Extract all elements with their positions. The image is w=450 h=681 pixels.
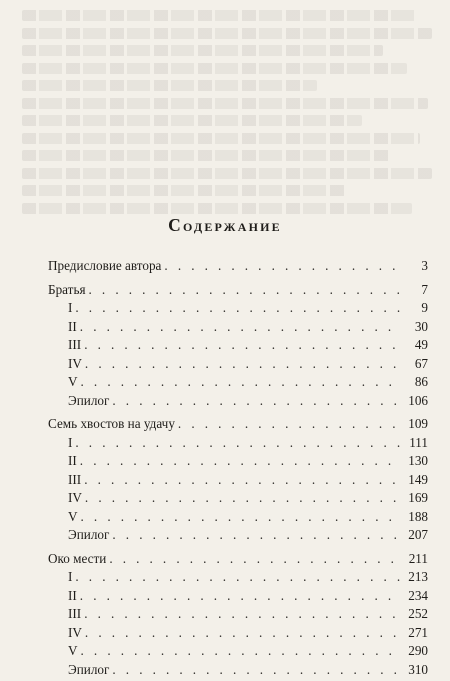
toc-entry-page: 9 bbox=[421, 300, 428, 315]
toc-title: Содержание bbox=[168, 215, 282, 235]
toc-entry-page: 130 bbox=[408, 453, 428, 468]
toc-entry-page: 207 bbox=[408, 527, 428, 542]
toc-entry-chapter[interactable] bbox=[48, 471, 428, 490]
toc-entry-epilogue[interactable] bbox=[48, 661, 428, 680]
toc-entry-part-3[interactable] bbox=[48, 550, 428, 569]
toc-entry-chapter[interactable] bbox=[48, 587, 428, 606]
toc-entry-page: 149 bbox=[408, 471, 428, 487]
toc-entry-chapter[interactable] bbox=[48, 489, 428, 508]
toc-entry-label: III bbox=[68, 471, 82, 487]
toc-entry-page: 30 bbox=[414, 318, 428, 334]
toc-entry-part-2[interactable] bbox=[48, 415, 428, 434]
toc-entry-label: Эпилог bbox=[68, 527, 110, 542]
table-of-contents bbox=[48, 257, 428, 679]
toc-entry-page: 49 bbox=[414, 337, 428, 352]
toc-entry-label: IV bbox=[68, 624, 82, 640]
toc-entry-page: 310 bbox=[408, 661, 428, 677]
bleed-through-text bbox=[22, 10, 432, 215]
toc-entry-page: 188 bbox=[408, 508, 428, 524]
toc-entry-chapter[interactable] bbox=[48, 508, 428, 527]
toc-entry-label: III bbox=[68, 337, 82, 352]
toc-entry-epilogue[interactable] bbox=[48, 392, 428, 411]
toc-entry-label: IV bbox=[68, 355, 82, 371]
toc-entry-chapter[interactable] bbox=[48, 605, 428, 624]
toc-entry-label: Эпилог bbox=[68, 392, 110, 408]
toc-entry-page: 7 bbox=[421, 281, 428, 297]
toc-entry-label: I bbox=[68, 569, 73, 584]
toc-entry-chapter[interactable] bbox=[48, 373, 428, 392]
toc-entry-label: Братья bbox=[48, 281, 86, 297]
toc-entry-label: II bbox=[68, 318, 77, 334]
toc-entry-label: Предисловие автора bbox=[48, 258, 162, 273]
toc-entry-page: 234 bbox=[408, 587, 428, 603]
toc-entry-page: 109 bbox=[408, 416, 428, 431]
toc-entry-page: 86 bbox=[414, 374, 428, 389]
toc-entry-label: I bbox=[68, 434, 73, 450]
toc-entry-label: III bbox=[68, 606, 82, 621]
toc-entry-preface[interactable] bbox=[48, 257, 428, 276]
toc-entry-page: 290 bbox=[408, 643, 428, 658]
toc-entry-chapter[interactable] bbox=[48, 355, 428, 374]
toc-entry-label: Око мести bbox=[48, 550, 107, 566]
toc-entry-chapter[interactable] bbox=[48, 452, 428, 471]
toc-entry-chapter[interactable] bbox=[48, 299, 428, 318]
toc-entry-chapter[interactable] bbox=[48, 434, 428, 453]
toc-entry-label: V bbox=[68, 643, 78, 658]
toc-entry-chapter[interactable] bbox=[48, 318, 428, 337]
toc-entry-chapter[interactable] bbox=[48, 336, 428, 355]
toc-entry-label: Эпилог bbox=[68, 661, 110, 677]
toc-entry-label: Семь хвостов на удачу bbox=[48, 416, 175, 431]
toc-entry-label: II bbox=[68, 453, 77, 468]
toc-entry-epilogue[interactable] bbox=[48, 526, 428, 545]
toc-entry-page: 3 bbox=[421, 258, 428, 273]
toc-entry-chapter[interactable] bbox=[48, 624, 428, 643]
toc-entry-page: 252 bbox=[408, 606, 428, 621]
toc-entry-label: I bbox=[68, 300, 73, 315]
toc-entry-page: 271 bbox=[408, 624, 428, 640]
toc-entry-page: 111 bbox=[409, 434, 428, 450]
toc-entry-page: 169 bbox=[408, 490, 428, 505]
toc-entry-label: IV bbox=[68, 490, 82, 505]
toc-entry-page: 213 bbox=[408, 569, 428, 584]
toc-entry-page: 211 bbox=[408, 550, 428, 566]
toc-entry-page: 67 bbox=[414, 355, 428, 371]
toc-entry-chapter[interactable] bbox=[48, 642, 428, 661]
toc-entry-chapter[interactable] bbox=[48, 568, 428, 587]
toc-entry-page: 106 bbox=[408, 392, 428, 408]
toc-entry-label: V bbox=[68, 508, 78, 524]
toc-entry-part-1[interactable] bbox=[48, 281, 428, 300]
toc-entry-label: V bbox=[68, 374, 78, 389]
toc-entry-label: II bbox=[68, 587, 77, 603]
